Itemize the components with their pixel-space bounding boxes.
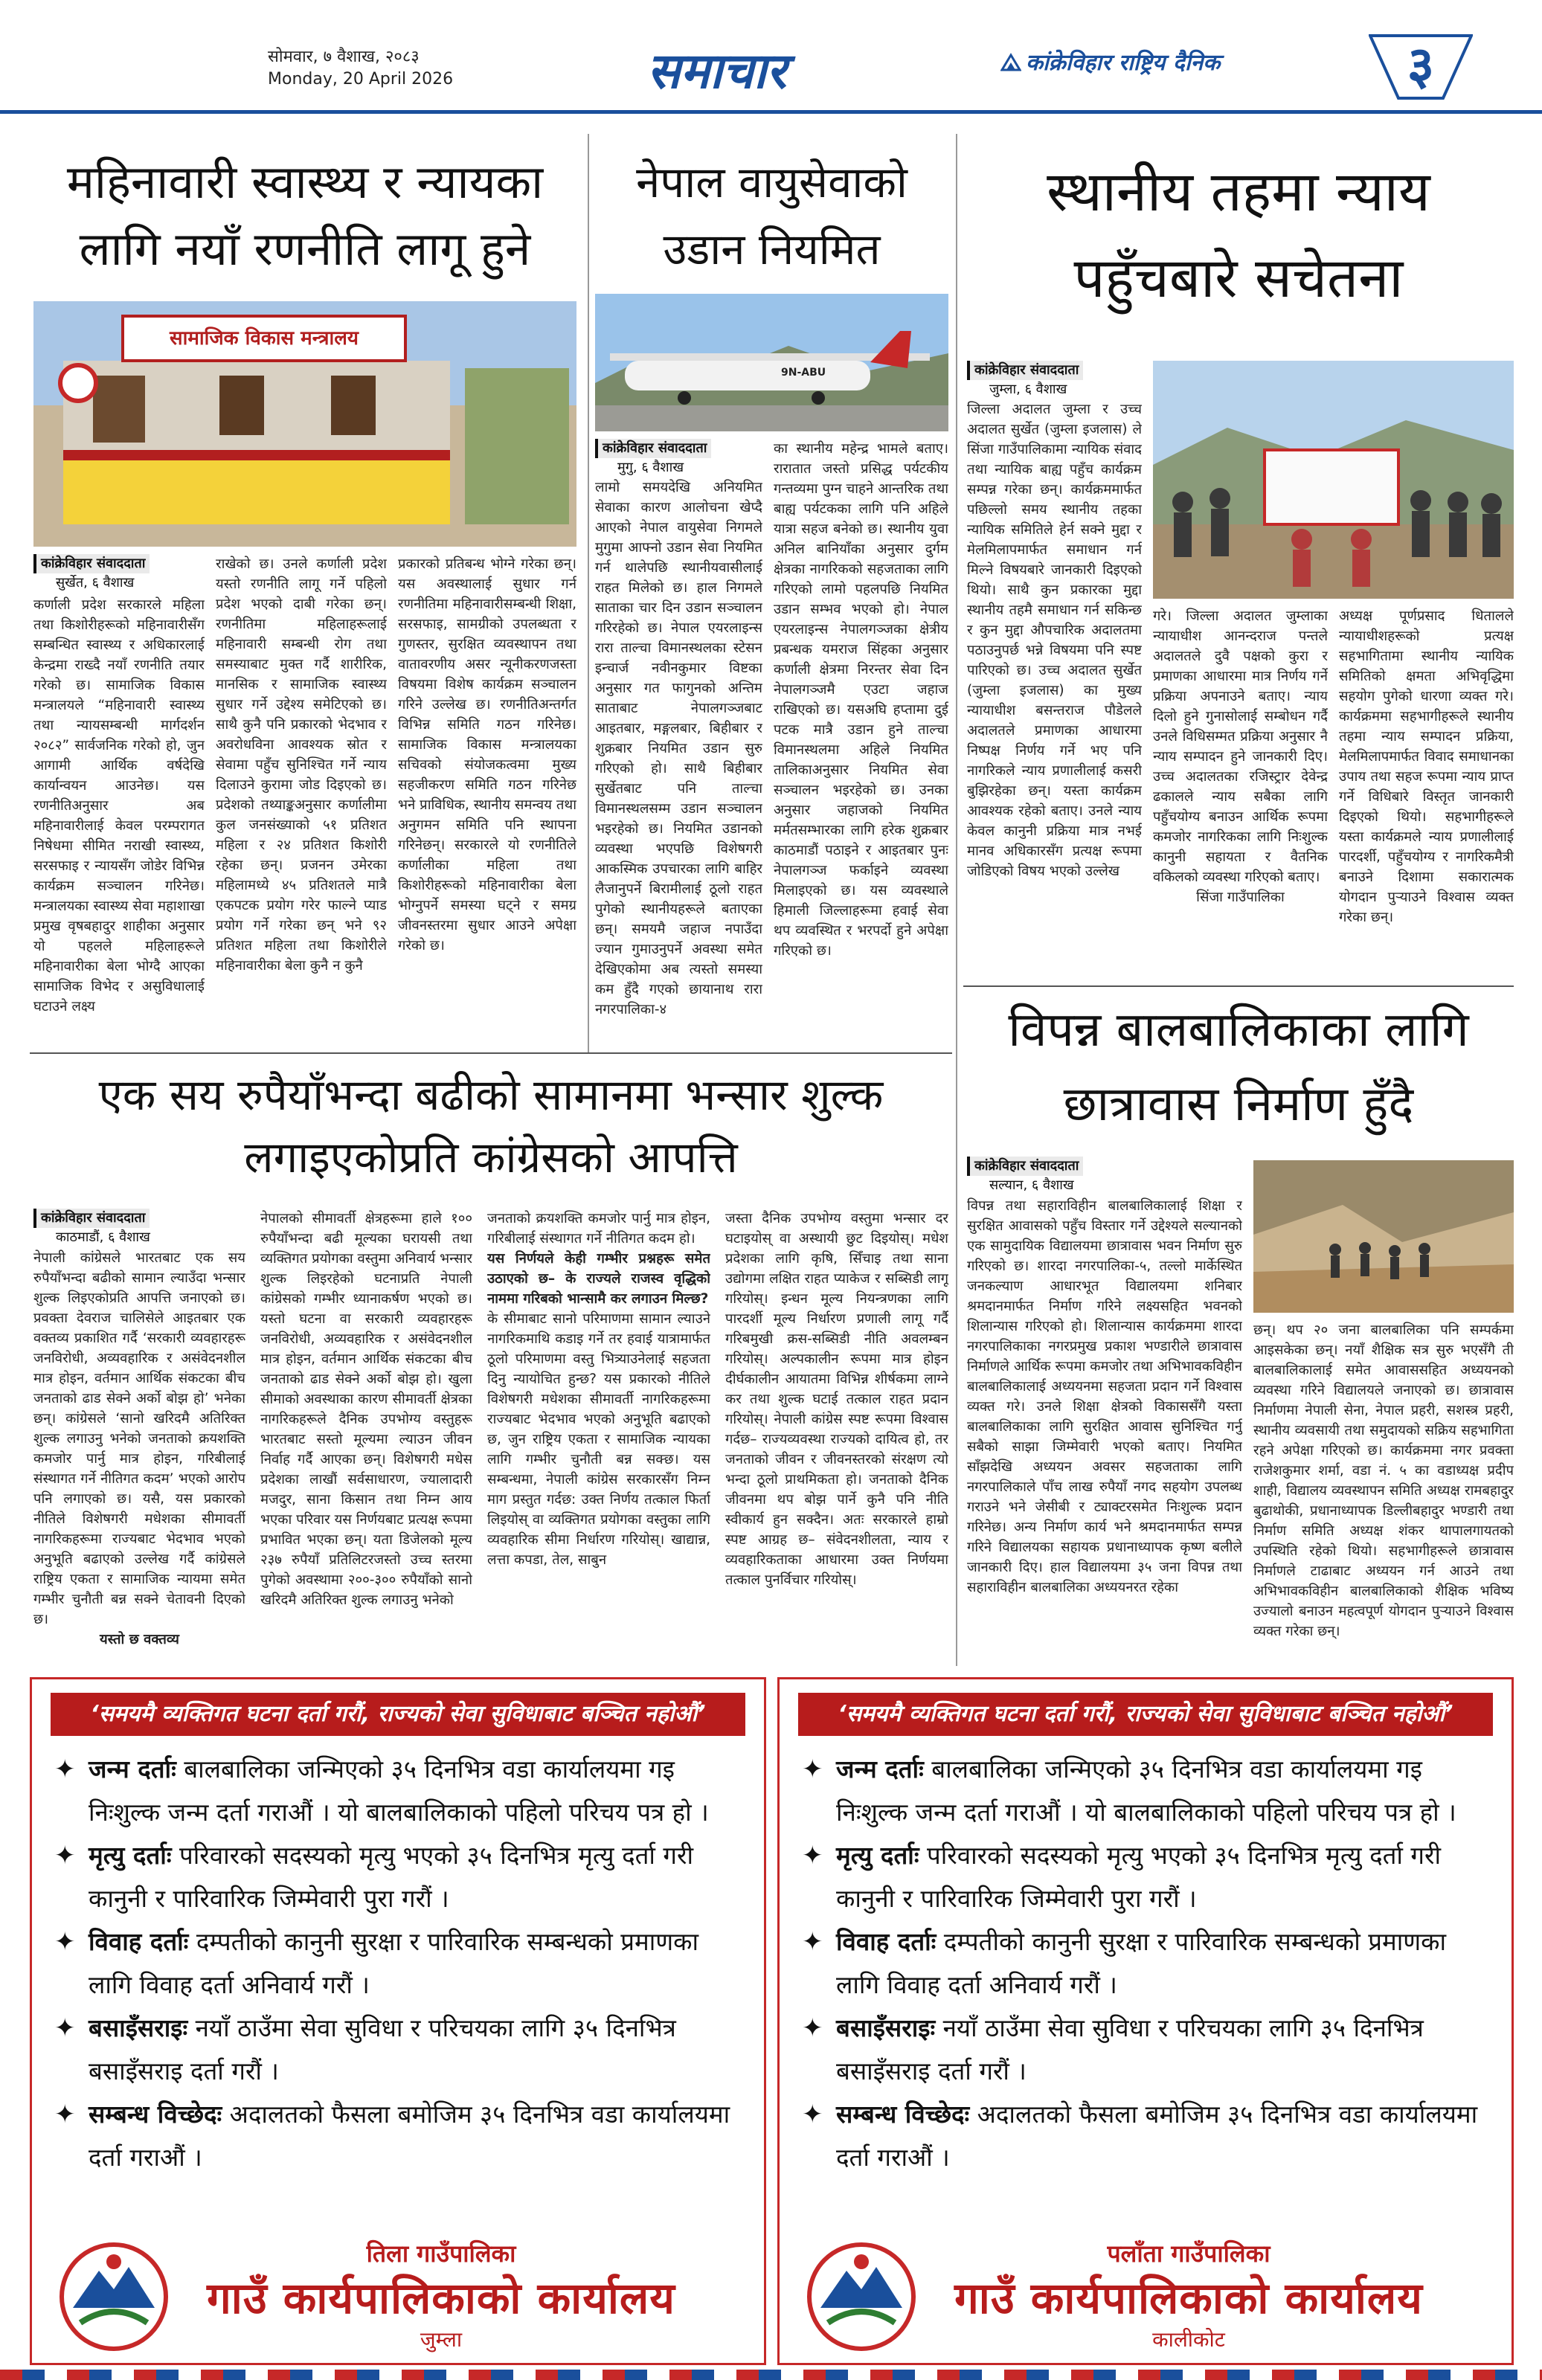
ad-item-divorce: ✦ सम्बन्ध विच्छेदः अदालतको फैसला बमोजिम ३५ दिनभित्र वडा कार्यालयमा दर्ता गराऔं । [54,2093,742,2179]
ad-item-death: ✦ मृत्यु दर्ताः परिवारको सदस्यको मृत्यु भएको ३५ दिनभित्र मृत्यु दर्ता गरी कानुनी र पारिवारिक जिम्मेवारी पुरा गरौं । [802,1834,1489,1920]
story1-headline: महिनावारी स्वास्थ्य र न्यायका लागि नयाँ रणनीति लागू हुने [66,155,544,276]
story1-column-1: कर्णाली प्रदेश सरकारले महिला तथा किशोरीहरूको महिनावारीसँग सम्बन्धित स्वास्थ्य र अधिकारलाई केन्द्रमा राख्दै नयाँ रणनीति तयार गरेको छ। सामाजिक विकास मन्त्रालयले “महिनावारी स्वास्थ्य तथा न्यायसम्बन्धी मार्गदर्शन २०८२” सार्वजनिक गरेको हो, जुन आगामी आर्थिक वर्षदेखि कार्यान्वयन आउनेछ। यस रणनीतिअनुसार अब महिनावारीलाई केवल परम्परागत निषेधमा सीमित नराखी स्वास्थ्य, सरसफाइ र न्यायसँग जोडेर विभिन्न कार्यक्रम सञ्चालन गरिनेछ। मन्त्रालयका स्वास्थ्य सेवा महाशाखा प्रमुख वृषबहादुर शाहीका अनुसार यो पहलले महिलाहरूले महिनावारीका बेला भोग्दै आएका सामाजिक विभेद र असुविधालाई घटाउने लक्ष्य [33,597,205,1014]
column-divider [956,134,957,1666]
statement-subhead: यस्तो छ वक्तव्य [100,1632,179,1647]
header-rule [0,110,1542,114]
ad-item-migration: ✦ बसाइँसराइः नयाँ ठाउँमा सेवा सुविधा र परिचयका लागि ३५ दिनभित्र बसाइँसराइ दर्ता गरौं । [54,2007,742,2093]
story3-photo [1153,361,1514,599]
star-bullet-icon: ✦ [54,2013,76,2043]
municipality-name: तिला गाउँपालिका [366,2239,516,2268]
story5-headline: विपन्न बालबालिकाका लागि छात्रावास निर्माण हुँदै [1008,1003,1469,1132]
ad-item-migration: ✦ बसाइँसराइः नयाँ ठाउँमा सेवा सुविधा र परिचयका लागि ३५ दिनभित्र बसाइँसराइ दर्ता गरौं । [802,2007,1489,2093]
story4-byline: कांक्रेविहार संवाददाता काठमाडौं, ६ वैशाख [33,1209,249,1247]
ad-item-marriage: ✦ विवाह दर्ताः दम्पतीको कानुनी सुरक्षा र पारिवारिक सम्बन्धको प्रमाणका लागि विवाह दर्ता अनिवार्य गरौं । [802,1920,1489,2007]
story1-column-2: राखेको छ। उनले कर्णाली प्रदेश यस्तो रणनीति लागू गर्ने पहिलो प्रदेश भएको दाबी गरेका छन्। रणनीतिमा महिलाहरूलाई महिनावारी सम्बन्धी रोग तथा समस्याबाट मुक्त गर्दै शारीरिक, मानसिक र सामाजिक स्वास्थ्य सुधार गर्ने उद्देश्य समेटिएको छ। साथै कुनै पनि प्रकारको भेदभाव र अवरोधविना आवश्यक स्रोत र सेवामा पहुँच सुनिश्चित गर्ने न्याय दिलाउने कुरामा जोड दिइएको छ। प्रदेशको तथ्याङ्कअनुसार कर्णालीमा कुल जनसंख्याको ५१ प्रतिशत महिला र २४ प्रतिशत किशोरी रहेका छन्। प्रजनन उमेरका महिलामध्ये ४५ प्रतिशतले मात्रै एकपटक प्रयोग गरेर फाल्ने प्याड प्रयोग गर्ने गरेका छन् भने ९२ प्रतिशत महिला तथा किशोरीले महिनावारीका बेला कुनै न कुनै [216,556,387,974]
ad-item-divorce: ✦ सम्बन्ध विच्छेदः अदालतको फैसला बमोजिम ३५ दिनभित्र वडा कार्यालयमा दर्ता गराऔं । [802,2093,1489,2179]
star-bullet-icon: ✦ [54,2100,76,2129]
ad-footer [780,2230,1516,2360]
paper-logo-icon [1000,52,1021,73]
ad-item-birth: ✦ जन्म दर्ताः बालबालिका जन्मिएको ३५ दिनभित्र वडा कार्यालयमा गइ निःशुल्क जन्म दर्ता गराऔं । यो बालबालिकाको पहिलो परिचय पत्र हो । [54,1748,742,1834]
story4-column-1: नेपाली कांग्रेसले भारतबाट एक सय रुपैयाँभन्दा बढीको सामान ल्याउँदा भन्सार शुल्क लिइएकोप्रति आपत्ति जनाएको छ। प्रवक्ता देवराज चालिसेले आइतबार एक वक्तव्य प्रकाशित गर्दै ‘सरकारी व्यवहारहरू जनविरोधी, अव्यवहारिक र असंवेदनशील मात्र होइन, वर्तमान आर्थिक संकटका बीच जनताको ढाड सेक्ने अर्को बोझ हो’ भनेका छन्। कांग्रेसले ‘सानो खरिदमै अतिरिक्त शुल्क लगाउनु भनेको जनताको क्रयशक्ति कमजोर पार्नु मात्र होइन, गरिबीलाई संस्थागत गर्ने नीतिगत कदम’ भएको आरोप पनि लगाएको छ। यसै, यस प्रकारको नीतिले विशेषगरी मधेशका सीमावर्ती नागरिकहरूमा राज्यबाट भेदभाव भएको अनुभूति बढाएको उल्लेख गर्दै कांग्रेसले राष्ट्रिय एकता र सामाजिक न्यायमा समेत गम्भीर चुनौती बन्न सक्ने चेतावनी दिएको छ। यस्तो छ वक्तव्य [33,1248,245,1666]
story1-photo [33,301,576,547]
ministry-sign-text: सामाजिक विकास मन्त्रालय [170,327,359,350]
story1-byline [33,554,212,593]
story2-headline: नेपाल वायुसेवाको उडान नियमित [636,157,907,274]
story2-column-2: का स्थानीय महेन्द्र भामले बताए। रारातात जस्तो प्रसिद्ध पर्यटकीय गन्तव्यमा पुग्न चाहने आन्तरिक तथा बाह्य पर्यटकका लागि पनि अहिले यात्रा सहज बनेको छ। स्थानीय युवा अनिल बानियाँका अनुसार दुर्गम क्षेत्रका नागरिकको सहजताका लागि गरिएको लामो पहलपछि नियमित उडान सम्भव भएको हो। नेपाल एयरलाइन्स नेपालगञ्जका क्षेत्रीय प्रबन्धक यमराज सिंहका अनुसार कर्णाली क्षेत्रमा निरन्तर सेवा दिन नेपालगञ्जमै एउटा जहाज राखिएको छ। यसअघि हप्तामा दुई पटक मात्रै उडान हुने ताल्चा विमानस्थलमा अहिले नियमित तालिकाअनुसार नियमित सेवा सञ्चालन भइरहेको छ। उनका अनुसार जहाजको नियमित मर्मतसम्भारका लागि हरेक शुक्रबार काठमाडौं पठाइने र आइतबार पुनः नेपालगञ्ज फर्काइने व्यवस्था मिलाइएको छ। यस व्यवस्थाले हिमाली जिल्लाहरूमा हवाई सेवा थप व्यवस्थित र भरपर्दो हुने अपेक्षा गरिएको छ। [774,441,948,959]
office-name: गाउँ कार्यपालिकाको कार्यालय [954,2273,1423,2323]
byline-place: सुर्खेत, ६ वैशाख [56,575,135,591]
star-bullet-icon: ✦ [54,1755,76,1784]
star-bullet-icon: ✦ [802,1841,823,1871]
ad-item-birth: ✦ जन्म दर्ताः बालबालिका जन्मिएको ३५ दिनभित्र वडा कार्यालयमा गइ निःशुल्क जन्म दर्ता गराऔं । यो बालबालिकाको पहिलो परिचय पत्र हो । [802,1748,1489,1834]
story5-byline: कांक्रेविहार संवाददाता सल्यान, ६ वैशाख [967,1157,1242,1195]
story5-column-2: छन्। थप २० जना बालबालिका पनि सम्पर्कमा आइसकेका छन्। नयाँ शैक्षिक सत्र सुरु भएसँगै ती बालबालिकालाई समेत आवाससहित अध्ययनको व्यवस्था गरिने विद्यालयले जनाएको छ। छात्रावास निर्माणमा नेपाली सेना, नेपाल प्रहरी, सशस्त्र प्रहरी, स्थानीय व्यवसायी तथा समुदायको सक्रिय सहभागिता रहने अपेक्षा गरिएको छ। कार्यक्रममा नगर प्रवक्ता राजेशकुमार शर्मा, वडा नं. ५ का वडाध्यक्ष प्रदीप शाही, विद्यालय व्यवस्थापन समिति अध्यक्ष रामबहादुर बुढाथोकी, प्रधानाध्यापक डिल्लीबहादुर भण्डारी तथा निर्माण समिति अध्यक्ष शंकर थापालगायतको उपस्थिति रहेको थियो। सहभागीहरूले छात्रावास निर्माणले टाढाबाट अध्ययन गर्न आउने तथा अभिभावकविहीन बालबालिकाको शैक्षिक भविष्य उज्यालो बनाउन महत्वपूर्ण योगदान पुऱ्याउने विश्वास व्यक्त गरेका छन्। [1253,1322,1514,1639]
story5-column-1: विपन्न तथा सहाराविहीन बालबालिकालाई शिक्षा र सुरक्षित आवासको पहुँच विस्तार गर्ने उद्देश्यले सल्यानको एक सामुदायिक विद्यालयमा छात्रावास भवन निर्माण सुरु गरिएको छ। शारदा नगरपालिका-५, तल्लो मार्केस्थित जनकल्याण आधारभूत विद्यालयमा शनिबार श्रमदानमार्फत निर्माण गरिने लक्ष्यसहित भवनको शिलान्यास गरिएको हो। शिलान्यास कार्यक्रममा शारदा नगरपालिकाका नगरप्रमुख प्रकाश भण्डारीले छात्रावास निर्माणले आर्थिक रूपमा कमजोर तथा अभिभावकविहीन बालबालिकालाई अध्ययनमा सहजता प्रदान गर्ने विश्वास व्यक्त गरे। उनले शिक्षा क्षेत्रको विकाससँगै यस्ता बालबालिकाका लागि सुरक्षित आवास सुनिश्चित गर्नु सबैको साझा जिम्मेवारी भएको बताए। नियमित साँझदेखि अध्ययन अवसर सहजताका लागि नगरपालिकाले पाँच लाख रुपैयाँ नगद सहयोग उपलब्ध गराउने भने जेसीबी र ट्याक्टरसमेत निःशुल्क प्रदान गरिनेछ। अन्य निर्माण कार्य भने श्रमदानमार्फत सम्पन्न गरिने विद्यालयका सहायक प्रधानाध्यापक कृष्ण बलीले जानकारी दिए। हाल विद्यालयमा ३५ जना विपन्न तथा सहाराविहीन बालबालिका अध्ययनरत रहेका [967,1198,1242,1595]
district-name: कालीकोट [1152,2327,1225,2352]
issue-date [268,46,453,91]
public-notice-ad-left [30,1677,766,2365]
byline-source: कांक्रेविहार संवाददाता [33,554,150,573]
district-name: जुम्ला [420,2327,463,2352]
story5-photo [1253,1160,1514,1313]
issue-date-english: Monday, 20 April 2026 [268,70,454,89]
issue-date-nepali: सोमवार, ७ वैशाख, २०८३ [268,48,420,66]
star-bullet-icon: ✦ [54,1841,76,1871]
star-bullet-icon: ✦ [802,2100,823,2129]
star-bullet-icon: ✦ [802,1755,823,1784]
municipality-name: पलाँता गाउँपालिका [1107,2239,1270,2268]
row-divider [30,1052,952,1054]
nepal-emblem-icon [806,2241,917,2352]
page-bottom-strip [0,2370,1542,2380]
ad-item-list [780,1736,1512,2179]
star-bullet-icon: ✦ [54,1927,76,1957]
row-divider [963,985,1514,987]
office-name: गाउँ कार्यपालिकाको कार्यालय [207,2273,675,2323]
story2-byline: कांक्रेविहार संवाददाता मुगु, ६ वैशाख [595,439,766,477]
story4-column-4: जस्ता दैनिक उपभोग्य वस्तुमा भन्सार दर घटाइयोस् वा अस्थायी छुट दिइयोस्। मधेश प्रदेशका लागि कृषि, सिँचाइ तथा साना उद्योगमा लक्षित राहत प्याकेज र सब्सिडी लागू गरियोस्। इन्धन मूल्य नियन्त्रणका लागि पारदर्शी मूल्य निर्धारण प्रणाली लागू गर्दै गरिबमुखी क्रस-सब्सिडी नीति अवलम्बन गरियोस्। अल्पकालीन रूपमा मात्र होइन दीर्घकालीन आयातमा विभिन्न शीर्षकमा लाग्ने कर तथा शुल्क घटाई तत्काल राहत प्रदान गरियोस्। नेपाली कांग्रेस स्पष्ट रूपमा विश्वास गर्दछ– राज्यव्यवस्था राज्यको दायित्व हो, तर जनताको जीवन र जीवनस्तरको संरक्षण त्यो भन्दा ठूलो प्राथमिकता हो। जनताको दैनिक जीवनमा थप बोझ पार्ने कुनै पनि नीति स्वीकार्य हुन सक्दैन। अतः सरकारले हाम्रो स्पष्ट आग्रह छ– संवेदनशीलता, न्याय र व्यवहारिकताका आधारमा उक्त निर्णयमा तत्काल पुनर्विचार गरियोस्। [725,1211,948,1588]
star-bullet-icon: ✦ [802,1927,823,1957]
ad-title: ‘समयमै व्यक्तिगत घटना दर्ता गरौं, राज्यको सेवा सुविधाबाट बञ्चित नहोऔं’ [798,1693,1493,1736]
story3-byline: कांक्रेविहार संवाददाता जुम्ला, ६ वैशाख [967,361,1142,399]
story3-column-1: जिल्ला अदालत जुम्ला र उच्च अदालत सुर्खेत (जुम्ला इजलास) ले सिंजा गाउँपालिकामा न्यायिक संवाद तथा न्यायिक बाह्य पहुँच कार्यक्रम सम्पन्न गरेका छन्। कार्यक्रममार्फत पछिल्लो समय स्थानीय तहका न्यायिक समितिले हेर्न सक्ने मुद्दा र मेलमिलापमार्फत समाधान गर्न मिल्ने विषयबारे जानकारी दिइएको थियो। साथै कुन प्रकारका मुद्दा स्थानीय तहमै समाधान गर्न सकिन्छ र कुन मुद्दा औपचारिक अदालतमा पठाउनुपर्छ भन्ने विषयमा पनि स्पष्ट पारिएको छ। उच्च अदालत सुर्खेत (जुम्ला इजलास) का मुख्य न्यायाधीश बसन्तराज पौडेलले अदालतले प्रमाणका आधारमा निष्पक्ष निर्णय गर्ने भए पनि नागरिकले न्याय प्रणालीलाई कसरी बुझिरहेका छन्। यस्ता कार्यक्रम आवश्यक रहेको बताए। उनले न्याय केवल कानुनी प्रक्रिया मात्र नभई मानव अधिकारसँग प्रत्यक्ष रूपमा जोडिएको विषय भएको उल्लेख [967,402,1142,879]
page-number-badge [1369,30,1473,104]
page-number: ३ [1407,35,1435,96]
nepal-emblem-icon [58,2241,170,2352]
newspaper-name: कांक्रेविहार राष्ट्रिय दैनिक [1000,46,1220,77]
column-divider [588,134,589,1052]
story3-continuation-label: सिंजा गाउँपालिका [1196,890,1285,905]
story3-column-2: गरे। जिल्ला अदालत जुम्लाका न्यायाधीश आनन्दराज पन्तले अदालतले दुवै पक्षको कुरा र प्रमाणका आधारमा मात्र निर्णय गर्ने प्रक्रिया अपनाउने बताए। न्याय दिलो हुने गुनासोलाई सम्बोधन गर्दै उनले विधिसम्मत प्रक्रिया अनुसार नै न्याय सम्पादन हुने जानकारी दिए। उच्च अदालतका रजिस्ट्रार देवेन्द्र ढकालले न्याय सबैका लागि पहुँचयोग्य बनाउन आर्थिक रूपमा कमजोर नागरिकका लागि निःशुल्क कानुनी सहायता र वैतनिक वकिलको व्यवस्था गरिएको बताए। सिंजा गाउँपालिका [1153,606,1328,971]
story4-question: यस निर्णयले केही गम्भीर प्रश्नहरू समेत उठाएको छ– के राज्यले राजस्व वृद्धिको नाममा गरिबको भान्सामै कर लगाउन मिल्छ? [487,1251,710,1307]
ad-item-death: ✦ मृत्यु दर्ताः परिवारको सदस्यको मृत्यु भएको ३५ दिनभित्र मृत्यु दर्ता गरी कानुनी र पारिवारिक जिम्मेवारी पुरा गरौं । [54,1834,742,1920]
public-notice-ad-right [777,1677,1514,2365]
story2-photo [595,294,948,431]
ad-item-list [32,1736,764,2179]
star-bullet-icon: ✦ [802,2013,823,2043]
story4-headline: एक सय रुपैयाँभन्दा बढीको सामानमा भन्सार शुल्क लगाइएकोप्रति कांग्रेसको आपत्ति [98,1070,884,1183]
ad-footer [32,2230,768,2360]
story4-column-2: नेपालको सीमावर्ती क्षेत्रहरूमा हाले १०० रुपैयाँभन्दा बढी मूल्यका घरायसी तथा व्यक्तिगत प्रयोगका वस्तुमा अनिवार्य भन्सार शुल्क लिइरहेको घटनाप्रति नेपाली कांग्रेसको गम्भीर ध्यानाकर्षण भएको छ। यस्तो घटना वा सरकारी व्यवहारहरू जनविरोधी, अव्यवहारिक र असंवेदनशील मात्र होइन, वर्तमान आर्थिक संकटका बीच जनताको ढाड सेक्ने अर्को बोझ हो। खुला सीमाको अवस्थाका कारण सीमावर्ती क्षेत्रका नागरिकहरूले दैनिक उपभोग्य वस्तुहरू भारतबाट सस्तो मूल्यमा ल्याउन जीवन निर्वाह गर्दै आएका छन्। विशेषगरी मधेस प्रदेशका लाखौं सर्वसाधारण, ज्यालादारी मजदुर, साना किसान तथा निम्न आय भएका परिवार यस निर्णयबाट प्रत्यक्ष रूपमा प्रभावित भएका छन्। यता डिजेलको मूल्य २३७ रुपैयाँ प्रतिलिटरजस्तो उच्च स्तरमा पुगेको अवस्थामा २००-३०० रुपैयाँको सानो खरिदमै अतिरिक्त शुल्क लगाउनु भनेको [260,1211,472,1608]
ad-item-marriage: ✦ विवाह दर्ताः दम्पतीको कानुनी सुरक्षा र पारिवारिक सम्बन्धको प्रमाणका लागि विवाह दर्ता अनिवार्य गरौं । [54,1920,742,2007]
ad-title: ‘समयमै व्यक्तिगत घटना दर्ता गरौं, राज्यको सेवा सुविधाबाट बञ्चित नहोऔं’ [51,1693,745,1736]
story1-column-3: प्रकारको प्रतिबन्ध भोग्ने गरेका छन्। यस अवस्थालाई सुधार गर्न रणनीतिमा महिनावारीसम्बन्धी शिक्षा, सरसफाइ, सामग्रीको उपलब्धता र गुणस्तर, सुरक्षित व्यवस्थापन तथा वातावरणीय असर न्यूनीकरणजस्ता विषयमा विशेष कार्यक्रम सञ्चालन गरिने उल्लेख छ। रणनीतिअन्तर्गत विभिन्न समिति गठन गरिनेछ। सामाजिक विकास मन्त्रालयका सचिवको संयोजकत्वमा मुख्य सहजीकरण समिति गठन गरिनेछ भने प्राविधिक, स्थानीय समन्वय तथा अनुगमन समिति पनि स्थापना गरिनेछन्। सरकारले यो रणनीतिले कर्णालीका महिला तथा किशोरीहरूको महिनावारीका बेला भोग्नुपर्ने समस्या घट्ने र समग्र जीवनस्तरमा सुधार आउने अपेक्षा गरेको छ। [398,556,576,953]
story3-column-3: अध्यक्ष पूर्णप्रसाद धितालले न्यायाधीशहरूको प्रत्यक्ष सहभागितामा स्थानीय न्यायिक समितिको क्षमता अभिवृद्धिमा सहयोग पुगेको धारणा व्यक्त गरे। कार्यक्रममा सहभागीहरूले स्थानीय तहमा न्याय सम्पादन प्रक्रिया, मेलमिलापमार्फत विवाद समाधानका उपाय तथा सहज रूपमा न्याय प्राप्त गर्ने विधिबारे विस्तृत जानकारी दिइएको थियो। सहभागीहरूले यस्ता कार्यक्रमले न्याय प्रणालीलाई पारदर्शी, पहुँचयोग्य र नागरिकमैत्री बनाउने दिशामा सकारात्मक योगदान पुऱ्याउने विश्वास व्यक्त गरेका छन्। [1339,608,1514,925]
story3-headline: स्थानीय तहमा न्याय पहुँचबारे सचेतना [1047,160,1430,310]
aircraft-registration: 9N-ABU [781,367,826,379]
section-title: समाचार [647,42,787,100]
story4-column-3: जनताको क्रयशक्ति कमजोर पार्नु मात्र होइन, गरिबीलाई संस्थागत गर्ने नीतिगत कदम हो। यस निर्णयले केही गम्भीर प्रश्नहरू समेत उठाएको छ– के राज्यले राजस्व वृद्धिको नाममा गरिबको भान्सामै कर लगाउन मिल्छ? के सीमाबाट सानो परिमाणमा सामान ल्याउने नागरिकमाथि कडाइ गर्ने तर हवाई यात्रामार्फत ठूलो परिमाणमा वस्तु भित्र्याउनेलाई सहजता दिनु न्यायोचित हुन्छ? यस प्रकारको नीतिले विशेषगरी मधेशका सीमावर्ती नागरिकहरूमा राज्यबाट भेदभाव भएको अनुभूति बढाएको छ, जुन राष्ट्रिय एकता र सामाजिक न्यायका लागि गम्भीर चुनौती बन्न सक्छ। यस सम्बन्धमा, नेपाली कांग्रेस सरकारसँग निम्न माग प्रस्तुत गर्दछ: उक्त निर्णय तत्काल फिर्ता लिइयोस् वा व्यक्तिगत प्रयोगका वस्तुका लागि व्यवहारिक सीमा निर्धारण गरियोस्। खाद्यान्न, लत्ता कपडा, तेल, साबुन [487,1211,710,1568]
story2-column-1: लामो समयदेखि अनियमित सेवाका कारण आलोचना खेप्दै आएको नेपाल वायुसेवा निगमले मुगुमा आफ्नो उडान सेवा नियमित गर्न थालेपछि स्थानीयवासीलाई राहत मिलेको छ। हाल निगमले साताका चार दिन उडान सञ्चालन गरिरहेको छ। नेपाल एयरलाइन्स रारा ताल्चा विमानस्थलका स्टेसन इन्चार्ज नवीनकुमार विष्टका अनुसार गत फागुनको अन्तिम साताबाट नेपालगञ्जबाट आइतबार, मङ्गलबार, बिहीबार र शुक्रबार नियमित उडान सुरु गरिएको हो। साथै बिहीबार सुर्खेतबाट पनि ताल्चा विमानस्थलसम्म उडान सञ्चालन भइरहेको छ। नियमित उडानको व्यवस्था भएपछि विशेषगरी आकस्मिक उपचारका लागि बाहिर लैजानुपर्ने बिरामीलाई ठूलो राहत पुगेको स्थानीयहरूले बताएका छन्। समयमै जहाज नपाउँदा ज्यान गुमाउनुपर्ने अवस्था समेत देखिएकोमा अब त्यस्तो समस्या कम हुँदै गएको छायानाथ रारा नगरपालिका-४ [595,480,762,1017]
